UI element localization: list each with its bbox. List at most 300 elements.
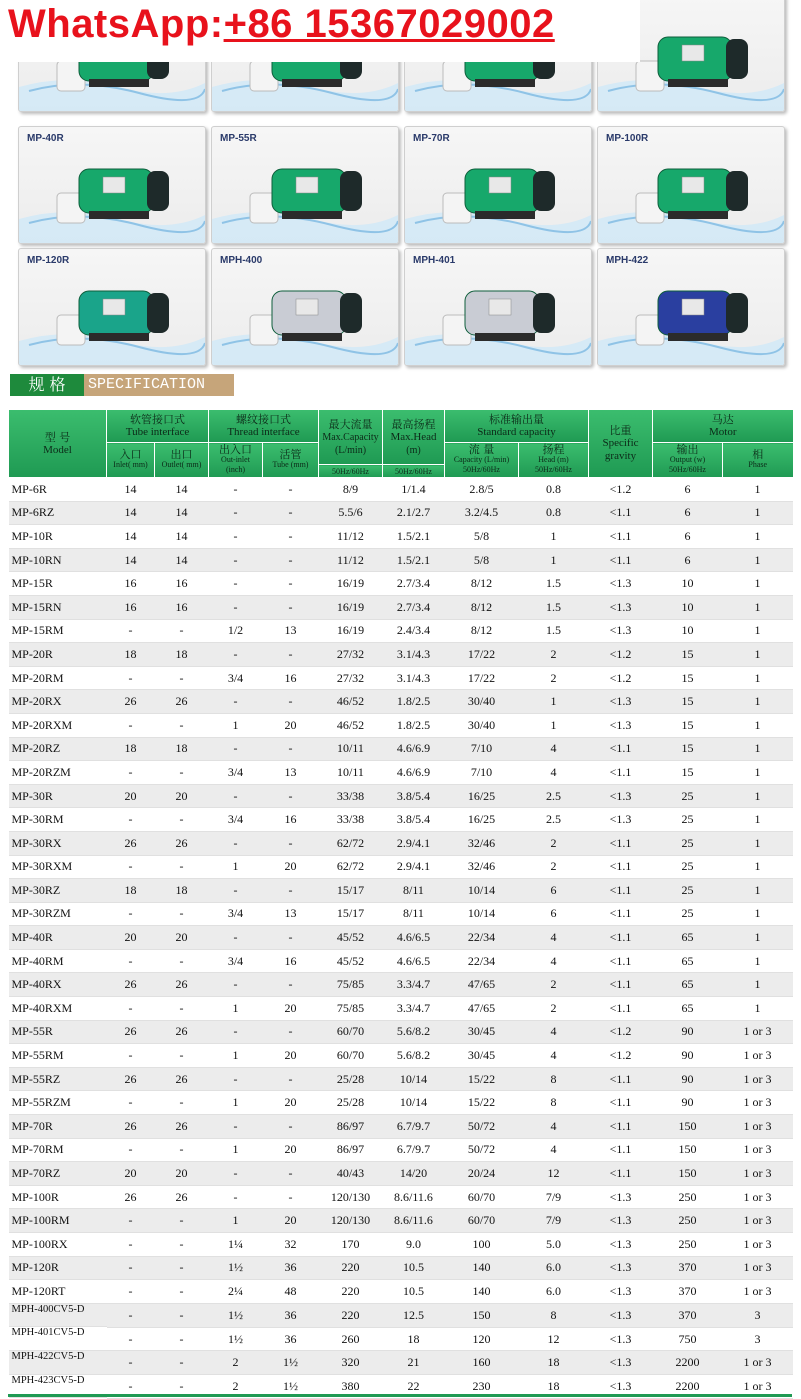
cell-out-inlet: - bbox=[209, 1162, 263, 1186]
cell-phase: 1 or 3 bbox=[723, 1115, 793, 1139]
cell-specific-gravity: <1.3 bbox=[589, 1375, 653, 1399]
cell-phase: 1 bbox=[723, 761, 793, 785]
product-tile bbox=[597, 248, 785, 366]
cell-outlet: 14 bbox=[155, 478, 209, 502]
cell-output: 25 bbox=[653, 855, 723, 879]
cell-inlet: 18 bbox=[107, 879, 155, 903]
cell-model: MP-20RZ bbox=[9, 737, 107, 761]
cell-max-capacity: 25/28 bbox=[319, 1091, 383, 1115]
cell-inlet: 26 bbox=[107, 1185, 155, 1209]
cell-head: 4 bbox=[519, 1138, 589, 1162]
cell-head: 4 bbox=[519, 1044, 589, 1068]
cell-tube: 32 bbox=[263, 1233, 319, 1257]
cell-specific-gravity: <1.2 bbox=[589, 666, 653, 690]
cell-capacity: 8/12 bbox=[445, 595, 519, 619]
cell-max-head: 5.6/8.2 bbox=[383, 1044, 445, 1068]
cell-tube: 13 bbox=[263, 761, 319, 785]
header-max-capacity: 最大流量 Max.Capacity (L/min) bbox=[319, 410, 383, 465]
cell-output: 6 bbox=[653, 525, 723, 549]
cell-out-inlet: - bbox=[209, 926, 263, 950]
table-row bbox=[9, 1233, 793, 1257]
table-row bbox=[9, 761, 793, 785]
cell-max-capacity: 5.5/6 bbox=[319, 501, 383, 525]
cell-max-head: 8.6/11.6 bbox=[383, 1185, 445, 1209]
cell-model: MP-100RX bbox=[9, 1233, 107, 1257]
cell-max-head: 8/11 bbox=[383, 902, 445, 926]
cell-phase: 1 bbox=[723, 855, 793, 879]
cell-out-inlet: 3/4 bbox=[209, 808, 263, 832]
cell-specific-gravity: <1.1 bbox=[589, 1091, 653, 1115]
cell-phase: 1 bbox=[723, 572, 793, 596]
cell-out-inlet: 2 bbox=[209, 1351, 263, 1375]
cell-model: MP-100RM bbox=[9, 1209, 107, 1233]
cell-out-inlet: - bbox=[209, 831, 263, 855]
cell-max-head: 3.3/4.7 bbox=[383, 997, 445, 1021]
cell-output: 90 bbox=[653, 1091, 723, 1115]
cell-tube: 48 bbox=[263, 1280, 319, 1304]
cell-inlet: 26 bbox=[107, 1020, 155, 1044]
table-row bbox=[9, 949, 793, 973]
cell-specific-gravity: <1.1 bbox=[589, 548, 653, 572]
cell-specific-gravity: <1.1 bbox=[589, 1162, 653, 1186]
cell-inlet: 26 bbox=[107, 1067, 155, 1091]
cell-head: 2 bbox=[519, 997, 589, 1021]
cell-max-head: 18 bbox=[383, 1327, 445, 1351]
cell-out-inlet: - bbox=[209, 548, 263, 572]
cell-outlet: - bbox=[155, 902, 209, 926]
cell-inlet: 26 bbox=[107, 831, 155, 855]
cell-out-inlet: 2¼ bbox=[209, 1280, 263, 1304]
cell-capacity: 16/25 bbox=[445, 784, 519, 808]
cell-model: MP-40RXM bbox=[9, 997, 107, 1021]
cell-tube: 20 bbox=[263, 1044, 319, 1068]
cell-out-inlet: 1 bbox=[209, 855, 263, 879]
cell-capacity: 100 bbox=[445, 1233, 519, 1257]
cell-phase: 3 bbox=[723, 1327, 793, 1351]
cell-capacity: 47/65 bbox=[445, 973, 519, 997]
cell-model: MP-20RX bbox=[9, 690, 107, 714]
header-head: 扬程 Head (m) 50Hz/60Hz bbox=[519, 443, 589, 478]
cell-tube: 36 bbox=[263, 1256, 319, 1280]
cell-outlet: 14 bbox=[155, 525, 209, 549]
table-row bbox=[9, 1115, 793, 1139]
cell-outlet: 26 bbox=[155, 1185, 209, 1209]
cell-specific-gravity: <1.3 bbox=[589, 1256, 653, 1280]
cell-specific-gravity: <1.3 bbox=[589, 1280, 653, 1304]
cell-tube: 13 bbox=[263, 902, 319, 926]
cell-specific-gravity: <1.2 bbox=[589, 478, 653, 502]
cell-max-head: 1.5/2.1 bbox=[383, 548, 445, 572]
cell-phase: 1 or 3 bbox=[723, 1280, 793, 1304]
cell-max-head: 3.1/4.3 bbox=[383, 643, 445, 667]
cell-head: 8 bbox=[519, 1067, 589, 1091]
cell-specific-gravity: <1.1 bbox=[589, 1067, 653, 1091]
cell-phase: 1 bbox=[723, 713, 793, 737]
header-inlet: 入口 Inlet( mm) bbox=[107, 443, 155, 478]
table-row bbox=[9, 666, 793, 690]
cell-model: MPH-422CV5-D bbox=[9, 1351, 107, 1375]
cell-inlet: 14 bbox=[107, 478, 155, 502]
table-row bbox=[9, 713, 793, 737]
cell-outlet: 20 bbox=[155, 926, 209, 950]
cell-specific-gravity: <1.1 bbox=[589, 1138, 653, 1162]
whatsapp-number[interactable]: +86 15367029002 bbox=[223, 2, 555, 46]
cell-inlet: 14 bbox=[107, 525, 155, 549]
cell-inlet: - bbox=[107, 1303, 155, 1327]
cell-capacity: 16/25 bbox=[445, 808, 519, 832]
cell-max-head: 4.6/6.5 bbox=[383, 949, 445, 973]
cell-max-head: 1.8/2.5 bbox=[383, 713, 445, 737]
cell-outlet: - bbox=[155, 761, 209, 785]
cell-max-capacity: 33/38 bbox=[319, 808, 383, 832]
cell-tube: - bbox=[263, 595, 319, 619]
product-tile bbox=[211, 126, 399, 244]
cell-out-inlet: 3/4 bbox=[209, 949, 263, 973]
cell-capacity: 150 bbox=[445, 1303, 519, 1327]
table-row bbox=[9, 1162, 793, 1186]
cell-max-capacity: 27/32 bbox=[319, 643, 383, 667]
cell-phase: 1 bbox=[723, 690, 793, 714]
cell-tube: 20 bbox=[263, 1138, 319, 1162]
table-row bbox=[9, 808, 793, 832]
cell-phase: 1 bbox=[723, 619, 793, 643]
cell-output: 10 bbox=[653, 595, 723, 619]
cell-tube: - bbox=[263, 973, 319, 997]
cell-capacity: 140 bbox=[445, 1256, 519, 1280]
cell-model: MP-40RX bbox=[9, 973, 107, 997]
cell-model: MP-70RM bbox=[9, 1138, 107, 1162]
cell-phase: 1 or 3 bbox=[723, 1067, 793, 1091]
cell-model: MP-120RT bbox=[9, 1280, 107, 1304]
table-row bbox=[9, 1067, 793, 1091]
cell-head: 0.8 bbox=[519, 478, 589, 502]
table-row bbox=[9, 1138, 793, 1162]
cell-tube: 20 bbox=[263, 1209, 319, 1233]
table-row bbox=[9, 1185, 793, 1209]
cell-inlet: - bbox=[107, 997, 155, 1021]
cell-outlet: - bbox=[155, 1303, 209, 1327]
cell-tube: - bbox=[263, 831, 319, 855]
cell-inlet: 26 bbox=[107, 1115, 155, 1139]
cell-inlet: 16 bbox=[107, 572, 155, 596]
cell-capacity: 20/24 bbox=[445, 1162, 519, 1186]
cell-tube: - bbox=[263, 1185, 319, 1209]
cell-phase: 1 bbox=[723, 478, 793, 502]
pump-image bbox=[19, 249, 205, 365]
cell-model: MP-70RZ bbox=[9, 1162, 107, 1186]
cell-output: 15 bbox=[653, 643, 723, 667]
pump-image bbox=[19, 127, 205, 243]
cell-specific-gravity: <1.1 bbox=[589, 926, 653, 950]
header-outlet: 出口 Outlet( mm) bbox=[155, 443, 209, 478]
cell-output: 25 bbox=[653, 902, 723, 926]
cell-outlet: - bbox=[155, 808, 209, 832]
cell-max-capacity: 86/97 bbox=[319, 1138, 383, 1162]
cell-head: 4 bbox=[519, 949, 589, 973]
cell-head: 2 bbox=[519, 831, 589, 855]
cell-out-inlet: 1 bbox=[209, 713, 263, 737]
cell-tube: 16 bbox=[263, 666, 319, 690]
cell-specific-gravity: <1.1 bbox=[589, 737, 653, 761]
cell-tube: 36 bbox=[263, 1327, 319, 1351]
cell-max-head: 6.7/9.7 bbox=[383, 1138, 445, 1162]
pump-image bbox=[405, 249, 591, 365]
cell-outlet: - bbox=[155, 1256, 209, 1280]
cell-specific-gravity: <1.3 bbox=[589, 1303, 653, 1327]
cell-head: 4 bbox=[519, 926, 589, 950]
cell-phase: 1 or 3 bbox=[723, 1185, 793, 1209]
product-tile bbox=[597, 126, 785, 244]
pump-image bbox=[212, 249, 398, 365]
table-row bbox=[9, 643, 793, 667]
table-row bbox=[9, 1044, 793, 1068]
cell-phase: 1 bbox=[723, 548, 793, 572]
cell-inlet: - bbox=[107, 1351, 155, 1375]
cell-max-head: 2.4/3.4 bbox=[383, 619, 445, 643]
cell-head: 4 bbox=[519, 1020, 589, 1044]
cell-out-inlet: 3/4 bbox=[209, 761, 263, 785]
header-output: 输出 Output (w) 50Hz/60Hz bbox=[653, 443, 723, 478]
table-row bbox=[9, 1256, 793, 1280]
cell-capacity: 22/34 bbox=[445, 926, 519, 950]
cell-inlet: - bbox=[107, 949, 155, 973]
cell-output: 370 bbox=[653, 1256, 723, 1280]
cell-max-head: 10/14 bbox=[383, 1091, 445, 1115]
cell-max-capacity: 220 bbox=[319, 1256, 383, 1280]
cell-head: 6.0 bbox=[519, 1256, 589, 1280]
cell-model: MP-15RM bbox=[9, 619, 107, 643]
header-specific-gravity: 比重 Specific gravity bbox=[589, 410, 653, 478]
cell-outlet: - bbox=[155, 949, 209, 973]
cell-model: MP-15R bbox=[9, 572, 107, 596]
cell-inlet: 20 bbox=[107, 1162, 155, 1186]
cell-output: 150 bbox=[653, 1115, 723, 1139]
cell-tube: - bbox=[263, 1162, 319, 1186]
cell-max-capacity: 15/17 bbox=[319, 902, 383, 926]
cell-max-head: 8.6/11.6 bbox=[383, 1209, 445, 1233]
cell-tube: 16 bbox=[263, 808, 319, 832]
cell-max-capacity: 45/52 bbox=[319, 926, 383, 950]
cell-specific-gravity: <1.1 bbox=[589, 525, 653, 549]
cell-outlet: - bbox=[155, 1209, 209, 1233]
cell-out-inlet: - bbox=[209, 525, 263, 549]
cell-max-head: 4.6/6.5 bbox=[383, 926, 445, 950]
cell-outlet: - bbox=[155, 1351, 209, 1375]
cell-out-inlet: - bbox=[209, 1115, 263, 1139]
cell-max-head: 10/14 bbox=[383, 1067, 445, 1091]
header-standard-capacity: 标准输出量 Standard capacity bbox=[445, 410, 589, 443]
cell-max-head: 2.7/3.4 bbox=[383, 572, 445, 596]
spec-table-body bbox=[9, 478, 793, 1399]
table-row bbox=[9, 525, 793, 549]
cell-capacity: 30/45 bbox=[445, 1020, 519, 1044]
cell-phase: 1 or 3 bbox=[723, 1351, 793, 1375]
cell-specific-gravity: <1.3 bbox=[589, 808, 653, 832]
cell-model: MP-30RZM bbox=[9, 902, 107, 926]
cell-phase: 1 or 3 bbox=[723, 1020, 793, 1044]
cell-max-capacity: 120/130 bbox=[319, 1185, 383, 1209]
cell-max-capacity: 16/19 bbox=[319, 619, 383, 643]
whatsapp-contact[interactable] bbox=[8, 2, 555, 47]
cell-max-capacity: 15/17 bbox=[319, 879, 383, 903]
cell-max-capacity: 46/52 bbox=[319, 713, 383, 737]
cell-specific-gravity: <1.3 bbox=[589, 690, 653, 714]
cell-head: 4 bbox=[519, 761, 589, 785]
cell-head: 8 bbox=[519, 1091, 589, 1115]
cell-max-capacity: 60/70 bbox=[319, 1044, 383, 1068]
cell-output: 25 bbox=[653, 784, 723, 808]
cell-out-inlet: - bbox=[209, 478, 263, 502]
cell-inlet: 14 bbox=[107, 548, 155, 572]
cell-phase: 1 or 3 bbox=[723, 1233, 793, 1257]
cell-max-capacity: 10/11 bbox=[319, 761, 383, 785]
cell-max-head: 2.9/4.1 bbox=[383, 831, 445, 855]
table-row bbox=[9, 1303, 793, 1327]
cell-out-inlet: 1/2 bbox=[209, 619, 263, 643]
cell-outlet: 26 bbox=[155, 1115, 209, 1139]
cell-out-inlet: 3/4 bbox=[209, 902, 263, 926]
cell-tube: - bbox=[263, 1067, 319, 1091]
cell-inlet: 20 bbox=[107, 926, 155, 950]
cell-out-inlet: 1½ bbox=[209, 1256, 263, 1280]
cell-capacity: 8/12 bbox=[445, 572, 519, 596]
header-phase: 相 Phase bbox=[723, 443, 793, 478]
cell-out-inlet: - bbox=[209, 595, 263, 619]
cell-specific-gravity: <1.3 bbox=[589, 1185, 653, 1209]
cell-max-head: 3.3/4.7 bbox=[383, 973, 445, 997]
cell-model: MP-40RM bbox=[9, 949, 107, 973]
cell-capacity: 30/40 bbox=[445, 713, 519, 737]
table-row bbox=[9, 997, 793, 1021]
cell-outlet: 26 bbox=[155, 1020, 209, 1044]
cell-max-head: 3.1/4.3 bbox=[383, 666, 445, 690]
table-row bbox=[9, 784, 793, 808]
cell-output: 15 bbox=[653, 713, 723, 737]
cell-model: MP-30RXM bbox=[9, 855, 107, 879]
cell-max-capacity: 75/85 bbox=[319, 997, 383, 1021]
cell-phase: 1 or 3 bbox=[723, 1091, 793, 1115]
cell-model: MP-30RM bbox=[9, 808, 107, 832]
spec-table-header bbox=[9, 410, 793, 478]
cell-head: 1.5 bbox=[519, 572, 589, 596]
cell-out-inlet: 1 bbox=[209, 1138, 263, 1162]
cell-output: 250 bbox=[653, 1185, 723, 1209]
cell-model: MP-70R bbox=[9, 1115, 107, 1139]
cell-inlet: - bbox=[107, 713, 155, 737]
cell-phase: 1 bbox=[723, 737, 793, 761]
cell-tube: 20 bbox=[263, 713, 319, 737]
cell-specific-gravity: <1.3 bbox=[589, 1233, 653, 1257]
pump-image bbox=[212, 127, 398, 243]
product-label: MPH-401 bbox=[413, 255, 456, 266]
cell-output: 10 bbox=[653, 572, 723, 596]
cell-specific-gravity: <1.1 bbox=[589, 902, 653, 926]
cell-capacity: 50/72 bbox=[445, 1115, 519, 1139]
cell-max-capacity: 60/70 bbox=[319, 1020, 383, 1044]
cell-output: 15 bbox=[653, 666, 723, 690]
header-thread-interface: 螺纹接口式 Thread interface bbox=[209, 410, 319, 443]
cell-max-capacity: 62/72 bbox=[319, 831, 383, 855]
cell-output: 15 bbox=[653, 737, 723, 761]
cell-model: MPH-423CV5-D bbox=[9, 1375, 107, 1399]
cell-max-capacity: 10/11 bbox=[319, 737, 383, 761]
cell-model: MP-30RZ bbox=[9, 879, 107, 903]
cell-head: 2 bbox=[519, 643, 589, 667]
cell-specific-gravity: <1.2 bbox=[589, 643, 653, 667]
cell-out-inlet: - bbox=[209, 1185, 263, 1209]
cell-max-head: 6.7/9.7 bbox=[383, 1115, 445, 1139]
cell-phase: 1 bbox=[723, 501, 793, 525]
cell-phase: 1 or 3 bbox=[723, 1162, 793, 1186]
cell-output: 65 bbox=[653, 949, 723, 973]
cell-tube: - bbox=[263, 525, 319, 549]
cell-model: MP-6R bbox=[9, 478, 107, 502]
header-motor: 马达 Motor bbox=[653, 410, 793, 443]
table-row bbox=[9, 1209, 793, 1233]
cell-output: 90 bbox=[653, 1020, 723, 1044]
cell-inlet: - bbox=[107, 619, 155, 643]
cell-max-head: 10.5 bbox=[383, 1256, 445, 1280]
cell-inlet: - bbox=[107, 1138, 155, 1162]
cell-max-capacity: 16/19 bbox=[319, 595, 383, 619]
cell-outlet: 20 bbox=[155, 784, 209, 808]
cell-head: 1.5 bbox=[519, 595, 589, 619]
cell-phase: 1 bbox=[723, 643, 793, 667]
cell-model: MP-120R bbox=[9, 1256, 107, 1280]
cell-out-inlet: 1½ bbox=[209, 1303, 263, 1327]
cell-inlet: 18 bbox=[107, 737, 155, 761]
table-row bbox=[9, 1091, 793, 1115]
cell-output: 150 bbox=[653, 1138, 723, 1162]
cell-inlet: - bbox=[107, 761, 155, 785]
table-row bbox=[9, 548, 793, 572]
cell-max-head: 1.8/2.5 bbox=[383, 690, 445, 714]
cell-inlet: - bbox=[107, 1375, 155, 1399]
cell-out-inlet: - bbox=[209, 737, 263, 761]
cell-phase: 1 or 3 bbox=[723, 1256, 793, 1280]
cell-max-head: 14/20 bbox=[383, 1162, 445, 1186]
table-row bbox=[9, 926, 793, 950]
cell-phase: 1 bbox=[723, 949, 793, 973]
cell-out-inlet: 1 bbox=[209, 1091, 263, 1115]
cell-capacity: 60/70 bbox=[445, 1185, 519, 1209]
cell-max-capacity: 11/12 bbox=[319, 548, 383, 572]
cell-model: MP-6RZ bbox=[9, 501, 107, 525]
cell-specific-gravity: <1.3 bbox=[589, 1327, 653, 1351]
product-label: MP-40R bbox=[27, 133, 64, 144]
spec-heading-cn: 规 格 bbox=[10, 374, 84, 396]
cell-model: MP-10R bbox=[9, 525, 107, 549]
table-row bbox=[9, 902, 793, 926]
cell-out-inlet: 1 bbox=[209, 1209, 263, 1233]
cell-model: MP-100R bbox=[9, 1185, 107, 1209]
cell-model: MP-20RXM bbox=[9, 713, 107, 737]
product-label: MP-55R bbox=[220, 133, 257, 144]
cell-max-capacity: 8/9 bbox=[319, 478, 383, 502]
table-row bbox=[9, 478, 793, 502]
table-row bbox=[9, 1327, 793, 1351]
cell-capacity: 32/46 bbox=[445, 855, 519, 879]
cell-max-head: 2.1/2.7 bbox=[383, 501, 445, 525]
cell-phase: 1 bbox=[723, 973, 793, 997]
cell-max-head: 1.5/2.1 bbox=[383, 525, 445, 549]
whatsapp-banner bbox=[0, 0, 640, 62]
cell-model: MP-20RZM bbox=[9, 761, 107, 785]
cell-max-capacity: 380 bbox=[319, 1375, 383, 1399]
cell-max-head: 5.6/8.2 bbox=[383, 1020, 445, 1044]
cell-tube: 20 bbox=[263, 855, 319, 879]
cell-max-head: 3.8/5.4 bbox=[383, 784, 445, 808]
